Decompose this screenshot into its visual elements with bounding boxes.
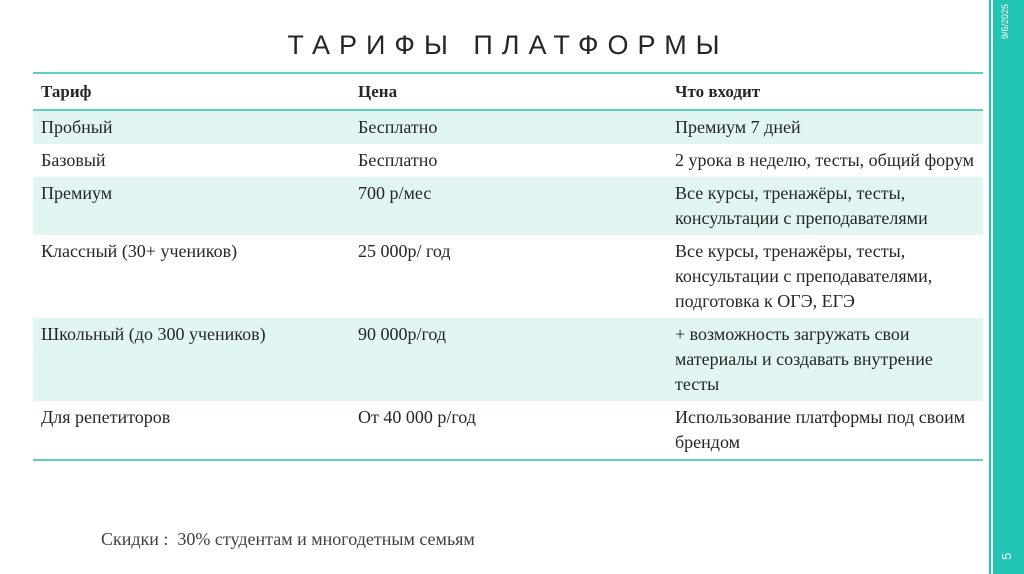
slide-date: 9/6/2025	[1000, 4, 1010, 40]
header-tariff: Тариф	[41, 82, 92, 101]
slide-page-number: 5	[999, 552, 1014, 560]
tariff-name: Школьный (до 300 учеников)	[41, 324, 266, 344]
tariff-features: Все курсы, тренажёры, тесты, консультации с преподавателями	[675, 183, 928, 228]
side-accent-bar	[993, 0, 1024, 574]
tariff-features: 2 урока в неделю, тесты, общий форум	[675, 150, 975, 170]
tariffs-table	[33, 72, 983, 461]
tariff-price: 90 000р/год	[358, 324, 447, 344]
tariff-name: Пробный	[41, 117, 113, 137]
table-row	[33, 177, 983, 235]
discount-note: Скидки : 30% студентам и многодетным семьям	[101, 529, 475, 549]
tariff-price: 25 000р/ год	[358, 241, 451, 261]
tariff-features: Премиум 7 дней	[675, 117, 801, 137]
side-accent-line	[989, 0, 991, 574]
tariff-features: Использование платформы под своим брендом	[675, 407, 966, 452]
header-price: Цена	[358, 82, 398, 101]
tariff-name: Базовый	[41, 150, 106, 170]
tariff-price: От 40 000 р/год	[358, 407, 476, 427]
tariff-features: + возможность загружать свои материалы и создавать внутрение тесты	[675, 324, 933, 394]
table-row	[33, 111, 983, 144]
tariff-price: Бесплатно	[358, 150, 438, 170]
table-row	[33, 401, 983, 459]
tariff-name: Классный (30+ учеников)	[41, 241, 238, 261]
table-row	[33, 318, 983, 401]
tariff-price: Бесплатно	[358, 117, 438, 137]
tariff-name: Для репетиторов	[41, 407, 171, 427]
table-header-row	[33, 74, 983, 111]
tariff-name: Премиум	[41, 183, 113, 203]
table-row	[33, 144, 983, 177]
header-included: Что входит	[675, 82, 761, 101]
tariff-features: Все курсы, тренажёры, тесты, консультации с преподавателями, подготовка к ОГЭ, ЕГЭ	[675, 241, 933, 311]
tariff-price: 700 р/мес	[358, 183, 432, 203]
slide-title: ТАРИФЫ ПЛАТФОРМЫ	[287, 30, 729, 60]
table-row	[33, 235, 983, 318]
